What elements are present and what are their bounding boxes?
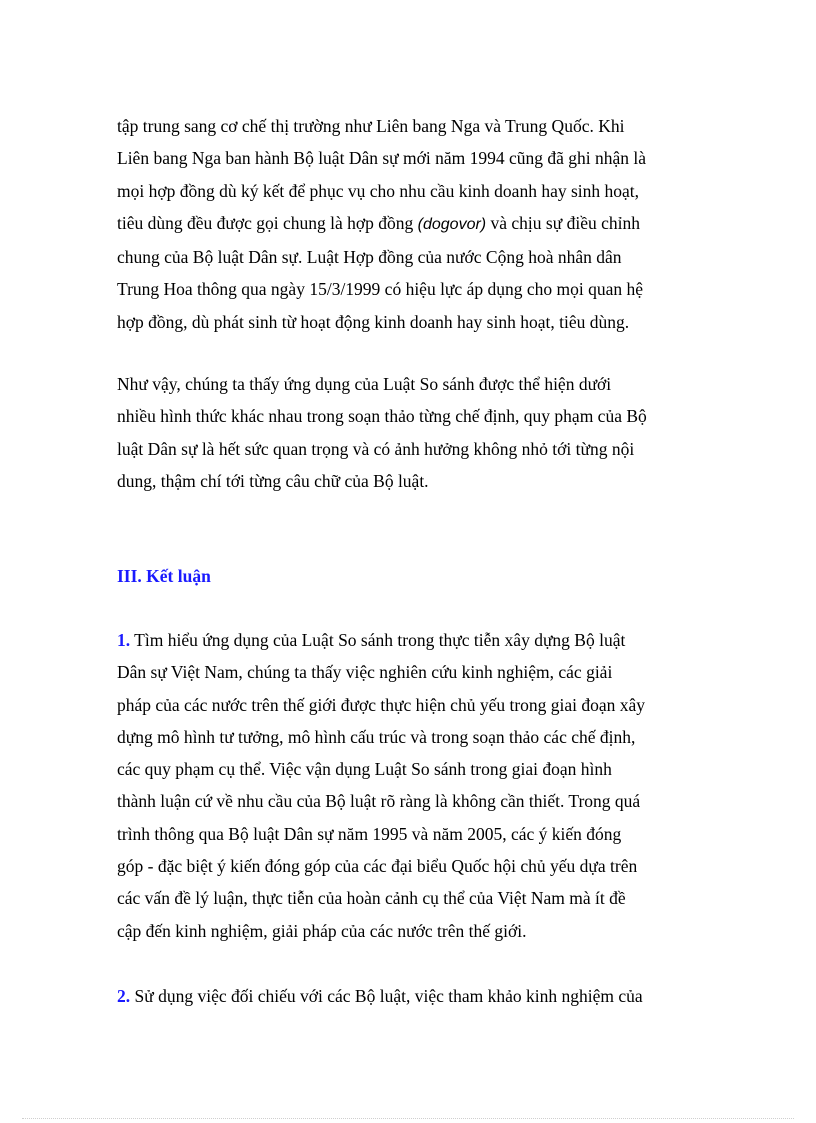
paragraph-text: Sử dụng việc đối chiếu với các Bộ luật, việc tham khảo kinh nghiệm của (130, 986, 643, 1006)
paragraph-line (117, 980, 699, 1012)
paragraph-line: pháp của các nước trên thế giới được thực hiện chủ yếu trong giai đoạn xây (117, 694, 646, 715)
item-2 (117, 980, 699, 1012)
paragraph-line: Như vậy, chúng ta thấy ứng dụng của Luật So sánh được thể hiện dưới (117, 374, 612, 394)
paragraph-line: các vấn đề lý luận, thực tiễn của hoàn cảnh cụ thể của Việt Nam mà ít đề (117, 888, 626, 909)
paragraph-text: và chịu sự điều chỉnh (486, 212, 640, 233)
paragraph-line (117, 207, 699, 241)
paragraph-line: dựng mô hình tư tưởng, mô hình cấu trúc và trong soạn thảo các chế định, (117, 726, 636, 747)
page-bottom-divider (22, 1118, 794, 1119)
item-number: 2. (117, 986, 131, 1006)
paragraph-line: thành luận cứ về nhu cầu của Bộ luật rõ ràng là không cần thiết. Trong quá (117, 791, 641, 812)
paragraph-2 (117, 368, 699, 497)
paragraph-line (117, 624, 699, 656)
paragraph-line: dung, thậm chí tới từng câu chữ của Bộ luật. (117, 470, 429, 491)
paragraph-line: Trung Hoa thông qua ngày 15/3/1999 có hiệu lực áp dụng cho mọi quan hệ (117, 279, 643, 300)
paragraph-line: nhiều hình thức khác nhau trong soạn thảo từng chế định, quy phạm của Bộ (117, 406, 647, 427)
item-1 (117, 624, 699, 947)
paragraph-line: Liên bang Nga ban hành Bộ luật Dân sự mới năm 1994 cũng đã ghi nhận là (117, 148, 647, 169)
paragraph-line: chung của Bộ luật Dân sự. Luật Hợp đồng của nước Cộng hoà nhân dân (117, 247, 622, 268)
paragraph-1 (117, 110, 699, 338)
italic-term: (dogovor) (417, 215, 487, 233)
paragraph-text: tiêu dùng đều được gọi chung là hợp đồng (117, 212, 418, 233)
item-number: 1. (117, 630, 131, 650)
paragraph-line: tập trung sang cơ chế thị trường như Liên bang Nga và Trung Quốc. Khi (117, 116, 625, 136)
paragraph-line: cập đến kinh nghiệm, giải pháp của các nước trên thế giới. (117, 920, 527, 941)
paragraph-line: mọi hợp đồng dù ký kết để phục vụ cho nhu cầu kinh doanh hay sinh hoạt, (117, 180, 640, 201)
paragraph-line: trình thông qua Bộ luật Dân sự năm 1995 và năm 2005, các ý kiến đóng (117, 823, 622, 844)
paragraph-line: góp - đặc biệt ý kiến đóng góp của các đại biểu Quốc hội chủ yếu dựa trên (117, 856, 638, 877)
paragraph-line: luật Dân sự là hết sức quan trọng và có ảnh hưởng không nhỏ tới từng nội (117, 438, 635, 459)
section-heading: III. Kết luận (117, 566, 211, 586)
paragraph-line: các quy phạm cụ thể. Việc vận dụng Luật So sánh trong giai đoạn hình (117, 759, 612, 780)
paragraph-line: Dân sự Việt Nam, chúng ta thấy việc nghiên cứu kinh nghiệm, các giải (117, 662, 613, 683)
paragraph-text: Tìm hiểu ứng dụng của Luật So sánh trong thực tiễn xây dựng Bộ luật (130, 630, 626, 650)
paragraph-line: hợp đồng, dù phát sinh từ hoạt động kinh doanh hay sinh hoạt, tiêu dùng. (117, 311, 630, 332)
